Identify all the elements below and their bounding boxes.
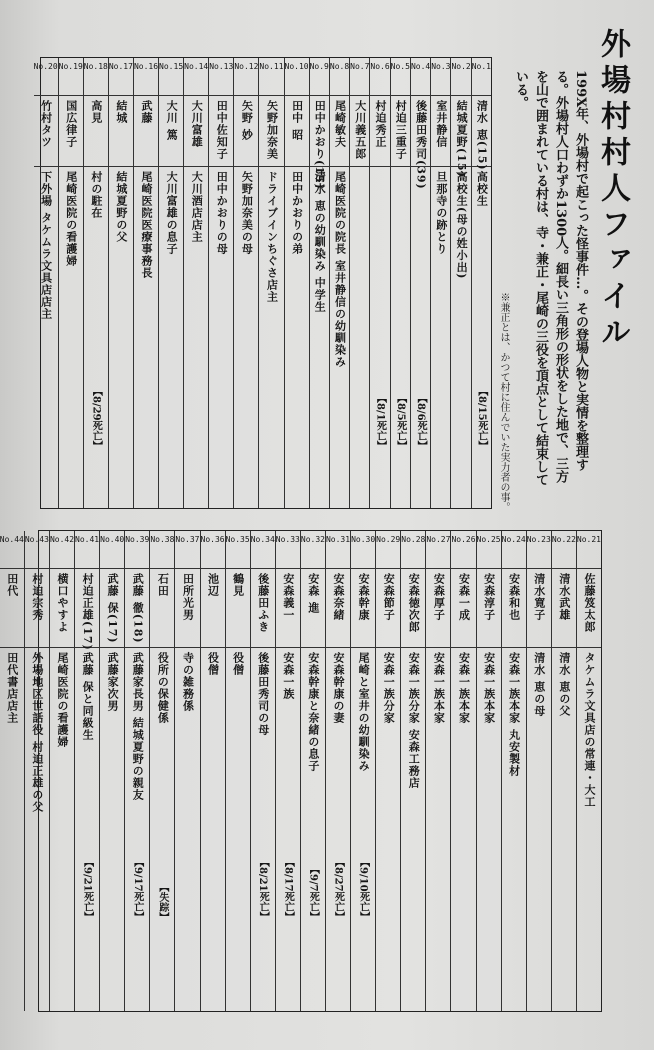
villager-number: No.12 (234, 58, 258, 96)
villager-name-cell (100, 569, 124, 648)
villager-desc-cell (134, 167, 158, 457)
villager-number: No.17 (109, 58, 133, 96)
villager-desc-cell (209, 167, 233, 457)
villager-desc-cell (201, 648, 225, 928)
villager-desc-cell (50, 648, 74, 928)
villager-description: 尾崎医院の看護婦 (64, 171, 78, 267)
villager-name-cell (451, 96, 470, 178)
villager-column (174, 531, 199, 1011)
villager-name-cell (150, 569, 174, 648)
villager-name: 国広律子 (64, 100, 78, 148)
villager-description: 役所の保健係 (156, 652, 170, 724)
villager-column (476, 531, 501, 1011)
villager-column (233, 58, 258, 508)
villager-name: 高見 (89, 100, 103, 124)
villager-desc-cell (376, 648, 400, 928)
villager-description: 役僧 (231, 652, 245, 676)
villager-number: No.41 (75, 531, 99, 569)
villager-desc-cell (159, 167, 183, 457)
villager-column (183, 58, 208, 508)
villager-name: 後藤田ふき (256, 573, 270, 633)
villager-number: No.9 (310, 58, 329, 96)
villager-name-cell (50, 569, 74, 648)
villager-column (158, 58, 183, 508)
villager-column (34, 58, 58, 508)
villager-number: No.25 (477, 531, 501, 569)
page-title: 外場村村人ファイル (595, 28, 630, 352)
villager-name: 田中 昭 (290, 100, 304, 141)
villager-description: 安森一族本家 (457, 652, 471, 724)
villager-desc-cell (226, 648, 250, 928)
villager-name-cell (451, 569, 475, 648)
villager-name-cell (84, 96, 108, 167)
villager-name-cell (276, 569, 300, 648)
villager-desc-cell (350, 167, 369, 457)
villager-name-cell (350, 96, 369, 167)
villager-column (99, 531, 124, 1011)
villager-desc-cell (234, 167, 258, 457)
villager-desc-cell (34, 167, 58, 457)
villager-number: No.24 (502, 531, 526, 569)
villager-table-1 (33, 57, 492, 509)
villager-number: No.20 (34, 58, 58, 96)
villager-column (369, 58, 389, 508)
villager-desc-cell (472, 167, 491, 457)
villager-name: 清水寛子 (532, 573, 546, 621)
villager-name-cell (226, 569, 250, 648)
villager-name-cell (75, 569, 99, 651)
villager-name: 鶴見 (231, 573, 245, 597)
villager-name-cell (0, 569, 24, 648)
villager-description: 寺の雑務係 (181, 652, 195, 712)
villager-description: 村の駐在 (89, 171, 103, 219)
villager-name-cell (527, 569, 551, 648)
villager-description: 矢野加奈美の母 (240, 171, 254, 255)
villager-name: 清水 恵(15) (475, 100, 489, 171)
villager-column (450, 58, 470, 508)
villager-status: 【8/27死亡】 (332, 857, 344, 922)
villager-name-cell (401, 569, 425, 648)
villager-desc-cell (109, 167, 133, 457)
villager-name-cell (326, 569, 350, 648)
villager-name-cell (134, 96, 158, 167)
villager-column (309, 58, 329, 508)
villager-column (108, 58, 133, 508)
villager-desc-cell (370, 167, 389, 457)
villager-desc-cell (84, 167, 108, 457)
villager-desc-cell (150, 648, 174, 928)
villager-column (349, 58, 369, 508)
villager-column (471, 58, 491, 508)
villager-status: 【9/7死亡】 (307, 864, 319, 922)
villager-name-cell (109, 96, 133, 167)
villager-name: 結城 (114, 100, 128, 124)
villager-description: ドライブインちぐさ店主 (265, 171, 279, 303)
villager-number: No.14 (184, 58, 208, 96)
villager-description: 尾崎医院医療事務長 (140, 171, 153, 279)
villager-name-cell (125, 569, 149, 648)
villager-status: 【8/21死亡】 (257, 857, 269, 922)
villager-desc-cell (502, 648, 526, 928)
villager-status: 【8/29死亡】 (90, 386, 102, 451)
villager-name-cell (391, 96, 410, 167)
villager-name: 矢野 妙 (240, 100, 254, 141)
villager-description: 尾崎医院の看護婦 (55, 652, 69, 748)
villager-column (58, 58, 83, 508)
villager-name-cell (159, 96, 183, 167)
villager-number: No.1 (472, 58, 491, 96)
villager-column (275, 531, 300, 1011)
header-zone (490, 22, 638, 512)
villager-status: 【8/15死亡】 (475, 386, 487, 451)
villager-desc-cell (285, 167, 309, 457)
villager-desc-cell (330, 167, 349, 457)
villager-name: 村迫秀正 (374, 100, 388, 148)
villager-number: No.23 (527, 531, 551, 569)
villager-name: 結城夏野(15) (455, 100, 469, 178)
villager-desc-cell (426, 648, 450, 928)
villager-desc-cell (477, 648, 501, 928)
villager-number: No.6 (370, 58, 389, 96)
villager-column (501, 531, 526, 1011)
villager-name-cell (234, 96, 258, 167)
villager-name: 田中かおり(15) (313, 100, 327, 190)
villager-name: 武藤 保(17) (106, 573, 120, 644)
villager-name-cell (577, 569, 601, 648)
villager-status: 【8/6死亡】 (415, 393, 427, 451)
villager-number: No.28 (401, 531, 425, 569)
villager-description: 清水 恵の幼馴染み 中学生 (313, 171, 327, 313)
villager-name-cell (25, 569, 49, 648)
villager-number: No.40 (100, 531, 124, 569)
villager-status: 【8/17死亡】 (282, 857, 294, 922)
villager-desc-cell (175, 648, 199, 928)
villager-desc-cell (301, 648, 325, 928)
villager-description: 武藤家次男 (106, 652, 120, 712)
villager-name: 横口やすよ (55, 573, 69, 633)
intro-text: 199X年、外場村で起こった怪事件…。その登場人物と実情を整理する。外場村人口わずか1300人。細長い三角形の形状をした地で、三方を山で囲まれている村は、寺・兼正・尾崎の三役を頂点として結束している。 (513, 70, 588, 486)
villager-name-cell (477, 569, 501, 648)
villager-description: 安森一族本家 (432, 652, 446, 724)
villager-desc-cell (451, 167, 470, 457)
villager-name: 清水武雄 (557, 573, 571, 621)
villager-column (124, 531, 149, 1011)
villager-name: 安森一成 (457, 573, 471, 621)
villager-number: No.32 (301, 531, 325, 569)
villager-description: 田中かおりの弟 (290, 171, 304, 255)
villager-column (284, 58, 309, 508)
villager-number: No.33 (276, 531, 300, 569)
villager-name-cell (251, 569, 275, 648)
villager-number: No.43 (25, 531, 49, 569)
villager-column (200, 531, 225, 1011)
villager-description: 尾崎医院の院長 室井静信の幼馴染み (333, 171, 347, 368)
villager-name: 安森 進 (306, 573, 320, 614)
villager-column (74, 531, 99, 1011)
villager-column (250, 531, 275, 1011)
villager-number: No.37 (175, 531, 199, 569)
villager-description: 結城夏野の父 (114, 171, 128, 243)
villager-description: 安森一族 (281, 652, 295, 700)
villager-name: 矢野加奈美 (265, 100, 279, 160)
villager-description: 安森一族分家 安森工務店 (407, 652, 421, 789)
villager-description: 旦那寺の跡とり (434, 171, 448, 255)
villager-name: 池辺 (206, 573, 220, 597)
villager-status: 【9/21死亡】 (81, 857, 93, 922)
villager-desc-cell (125, 648, 149, 928)
villager-name-cell (426, 569, 450, 648)
villager-name: 安森奈緒 (332, 573, 346, 621)
villager-description: 後藤田秀司の母 (256, 652, 270, 736)
villager-description: 尾崎と室井の幼馴染み (357, 652, 371, 772)
villager-column (430, 58, 450, 508)
villager-desc-cell (527, 648, 551, 928)
villager-name-cell (376, 569, 400, 648)
villager-number: No.36 (201, 531, 225, 569)
villager-desc-cell (431, 167, 450, 457)
villager-column (329, 58, 349, 508)
villager-desc-cell (401, 648, 425, 928)
villager-name: 武藤 徹(18) (131, 573, 145, 644)
villager-column (425, 531, 450, 1011)
villager-name-cell (552, 569, 576, 648)
villager-description: 田中かおりの母 (215, 171, 229, 255)
villager-number: No.42 (50, 531, 74, 569)
villager-name: 安森和也 (507, 573, 521, 621)
villager-number: No.7 (350, 58, 369, 96)
villager-desc-cell (100, 648, 124, 928)
villager-column (410, 58, 430, 508)
villager-number: No.22 (552, 531, 576, 569)
villager-name-cell (285, 96, 309, 167)
villager-name: 安森節子 (382, 573, 396, 621)
villager-column (400, 531, 425, 1011)
villager-status: 【9/10死亡】 (357, 857, 369, 922)
villager-number: No.13 (209, 58, 233, 96)
villager-desc-cell (259, 167, 283, 457)
villager-name-cell (330, 96, 349, 167)
villager-description: 武藤家長男 結城夏野の親友 (131, 652, 145, 801)
villager-column (0, 531, 24, 1011)
villager-name-cell (59, 96, 83, 167)
villager-description: 清水 恵の父 (557, 652, 571, 717)
villager-name: 安森厚子 (432, 573, 446, 621)
villager-column (350, 531, 375, 1011)
villager-description: 高校生 (475, 171, 489, 207)
villager-number: No.10 (285, 58, 309, 96)
villager-name-cell (431, 96, 450, 167)
villager-description: 清水 恵の母 (532, 652, 546, 717)
villager-description: 外場地区世話役 村迫正雄の父 (30, 652, 44, 813)
villager-column (390, 58, 410, 508)
villager-number: No.31 (326, 531, 350, 569)
villager-number: No.19 (59, 58, 83, 96)
villager-name: 大川富雄 (190, 100, 204, 148)
villager-description: 安森一族本家 (482, 652, 496, 724)
villager-name: 武藤 (140, 100, 153, 124)
villager-column (133, 58, 158, 508)
villager-description: タケムラ文具店の常連・大工 (582, 652, 596, 808)
villager-column (551, 531, 576, 1011)
villager-description: 下外場 タケムラ文具店店主 (39, 171, 53, 320)
villager-name: 後藤田秀司(39) (414, 100, 428, 190)
villager-name-cell (34, 96, 58, 167)
villager-desc-cell (251, 648, 275, 928)
villager-column (149, 531, 174, 1011)
villager-number: No.15 (159, 58, 183, 96)
villager-number: No.18 (84, 58, 108, 96)
villager-name: 村迫宗秀 (30, 573, 44, 621)
villager-number: No.3 (431, 58, 450, 96)
villager-name-cell (175, 569, 199, 648)
villager-description: 安森一族本家 丸安製材 (507, 652, 521, 777)
villager-number: No.21 (577, 531, 601, 569)
villager-name: 村迫正雄(17) (81, 573, 95, 651)
villager-number: No.2 (451, 58, 470, 96)
villager-number: No.11 (259, 58, 283, 96)
villager-status: 【8/5死亡】 (394, 393, 406, 451)
villager-description: 武藤 保と同級生 (81, 652, 95, 741)
villager-column (208, 58, 233, 508)
villager-number: No.27 (426, 531, 450, 569)
villager-number: No.35 (226, 531, 250, 569)
villager-column (83, 58, 108, 508)
villager-name-cell (502, 569, 526, 648)
villager-name: 佐藤笈太郎 (582, 573, 596, 633)
villager-name-cell (351, 569, 375, 648)
villager-column (49, 531, 74, 1011)
villager-name: 尾崎敏夫 (333, 100, 347, 148)
villager-name-cell (259, 96, 283, 167)
villager-number: No.38 (150, 531, 174, 569)
villager-number: No.5 (391, 58, 410, 96)
villager-name-cell (209, 96, 233, 167)
villager-desc-cell (451, 648, 475, 928)
villager-desc-cell (276, 648, 300, 928)
villager-column (258, 58, 283, 508)
villager-column (300, 531, 325, 1011)
villager-column (225, 531, 250, 1011)
villager-name-cell (370, 96, 389, 167)
villager-name-cell (411, 96, 430, 190)
villager-name-cell (301, 569, 325, 648)
villager-name: 田所光男 (181, 573, 195, 621)
villager-number: No.44 (0, 531, 24, 569)
villager-desc-cell (184, 167, 208, 457)
villager-status: 【失踪】 (156, 882, 168, 922)
villager-description: 大川富雄の息子 (165, 171, 179, 255)
villager-desc-cell (391, 167, 410, 457)
villager-description: 役僧 (206, 652, 220, 676)
villager-column (526, 531, 551, 1011)
villager-desc-cell (310, 167, 329, 457)
villager-desc-cell (411, 167, 430, 457)
villager-status: 【9/17死亡】 (131, 857, 143, 922)
villager-name: 石田 (156, 573, 170, 597)
villager-number: No.34 (251, 531, 275, 569)
villager-name-cell (184, 96, 208, 167)
villager-name-cell (201, 569, 225, 648)
villager-name: 村迫三重子 (394, 100, 408, 160)
villager-number: No.16 (134, 58, 158, 96)
villager-number: No.30 (351, 531, 375, 569)
villager-number: No.8 (330, 58, 349, 96)
villager-description: 大川酒店店主 (190, 171, 204, 243)
villager-desc-cell (75, 648, 99, 928)
villager-name: 田中佐知子 (215, 100, 229, 160)
villager-name: 安森徳次郎 (407, 573, 421, 633)
villager-description: 田代書店店主 (5, 652, 19, 724)
villager-number: No.29 (376, 531, 400, 569)
villager-name: 大川義五郎 (353, 100, 367, 160)
villager-name: 竹村タツ (39, 100, 53, 148)
villager-description: 安森幹康と奈緒の息子 (306, 652, 320, 772)
villager-number: No.4 (411, 58, 430, 96)
villager-description: 安森幹康の妻 (332, 652, 346, 724)
villager-desc-cell (326, 648, 350, 928)
villager-status: 【8/1死亡】 (374, 393, 386, 451)
villager-number: No.26 (451, 531, 475, 569)
villager-desc-cell (59, 167, 83, 457)
villager-number: No.39 (125, 531, 149, 569)
villager-table-2 (0, 530, 602, 1012)
villager-desc-cell (552, 648, 576, 928)
villager-column (325, 531, 350, 1011)
villager-desc-cell (0, 648, 24, 928)
villager-name: 田代 (5, 573, 19, 597)
villager-column (24, 531, 49, 1011)
villager-description: 安森一族分家 (382, 652, 396, 724)
note-text: ※兼正とは、かつて村に住んでいた実力者の事。 (498, 292, 509, 512)
villager-name: 安森義一 (281, 573, 295, 621)
villager-desc-cell (25, 648, 49, 928)
villager-column (450, 531, 475, 1011)
villager-name-cell (472, 96, 491, 171)
villager-column (576, 531, 601, 1011)
villager-name: 大川 篤 (165, 100, 179, 141)
villager-name: 安森幹康 (357, 573, 371, 621)
villager-name-cell (310, 96, 329, 190)
villager-column (375, 531, 400, 1011)
villager-desc-cell (577, 648, 601, 928)
villager-name: 安森淳子 (482, 573, 496, 621)
villager-description: 高校生(母の姓小出) (455, 171, 469, 280)
villager-desc-cell (351, 648, 375, 928)
villager-name: 室井静信 (434, 100, 448, 148)
